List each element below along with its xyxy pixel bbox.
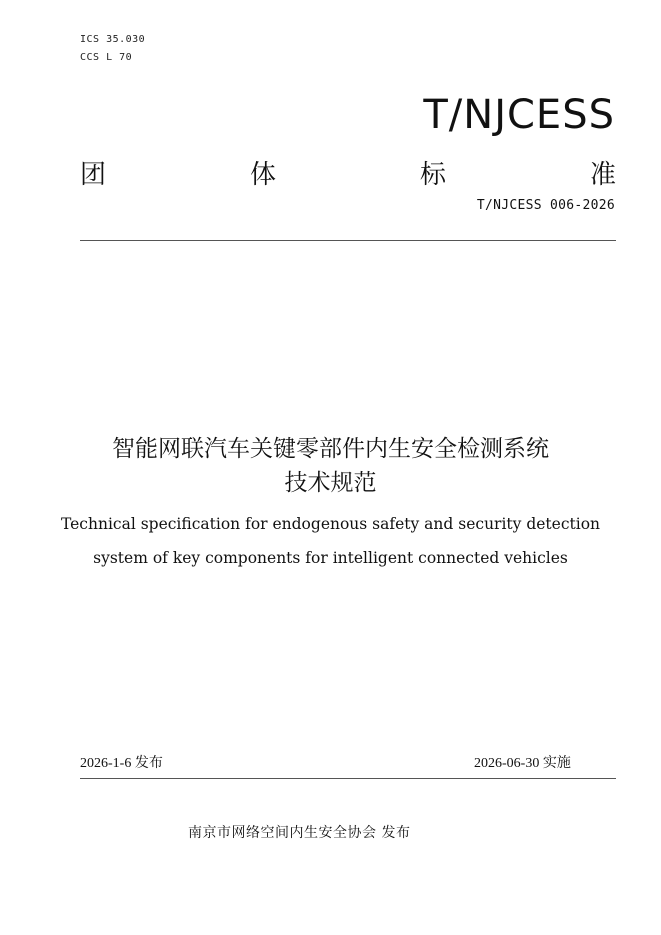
publish-date: 2026-1-6 发布 [80,756,163,771]
title-chinese [0,432,661,500]
standard-number: T/NJCESS 006-2026 [476,198,615,213]
ics-code: ICS 35.030 [80,34,146,45]
standard-type-char: 准 [589,160,616,190]
title-english [0,507,661,575]
title-en-line-2: system of key components for intelligent connected vehicles [93,549,568,567]
title-cn-line-2: 技术规范 [284,470,377,496]
ccs-code: CCS L 70 [80,52,133,63]
standard-type [80,154,616,191]
bottom-divider [80,778,616,779]
publisher: 南京市网络空间内生安全协会 发布 [188,825,411,841]
standard-brand: T/NJCESS [423,92,615,138]
title-en-line-1: Technical specification for endogenous safety and security detection [60,515,601,533]
top-divider [80,240,616,241]
standard-type-char: 团 [80,160,107,190]
title-cn-line-1: 智能网联汽车关键零部件内生安全检测系统 [112,436,549,462]
implement-date: 2026-06-30 实施 [474,756,571,771]
standard-type-char: 标 [419,160,446,190]
standard-type-char: 体 [249,160,276,190]
